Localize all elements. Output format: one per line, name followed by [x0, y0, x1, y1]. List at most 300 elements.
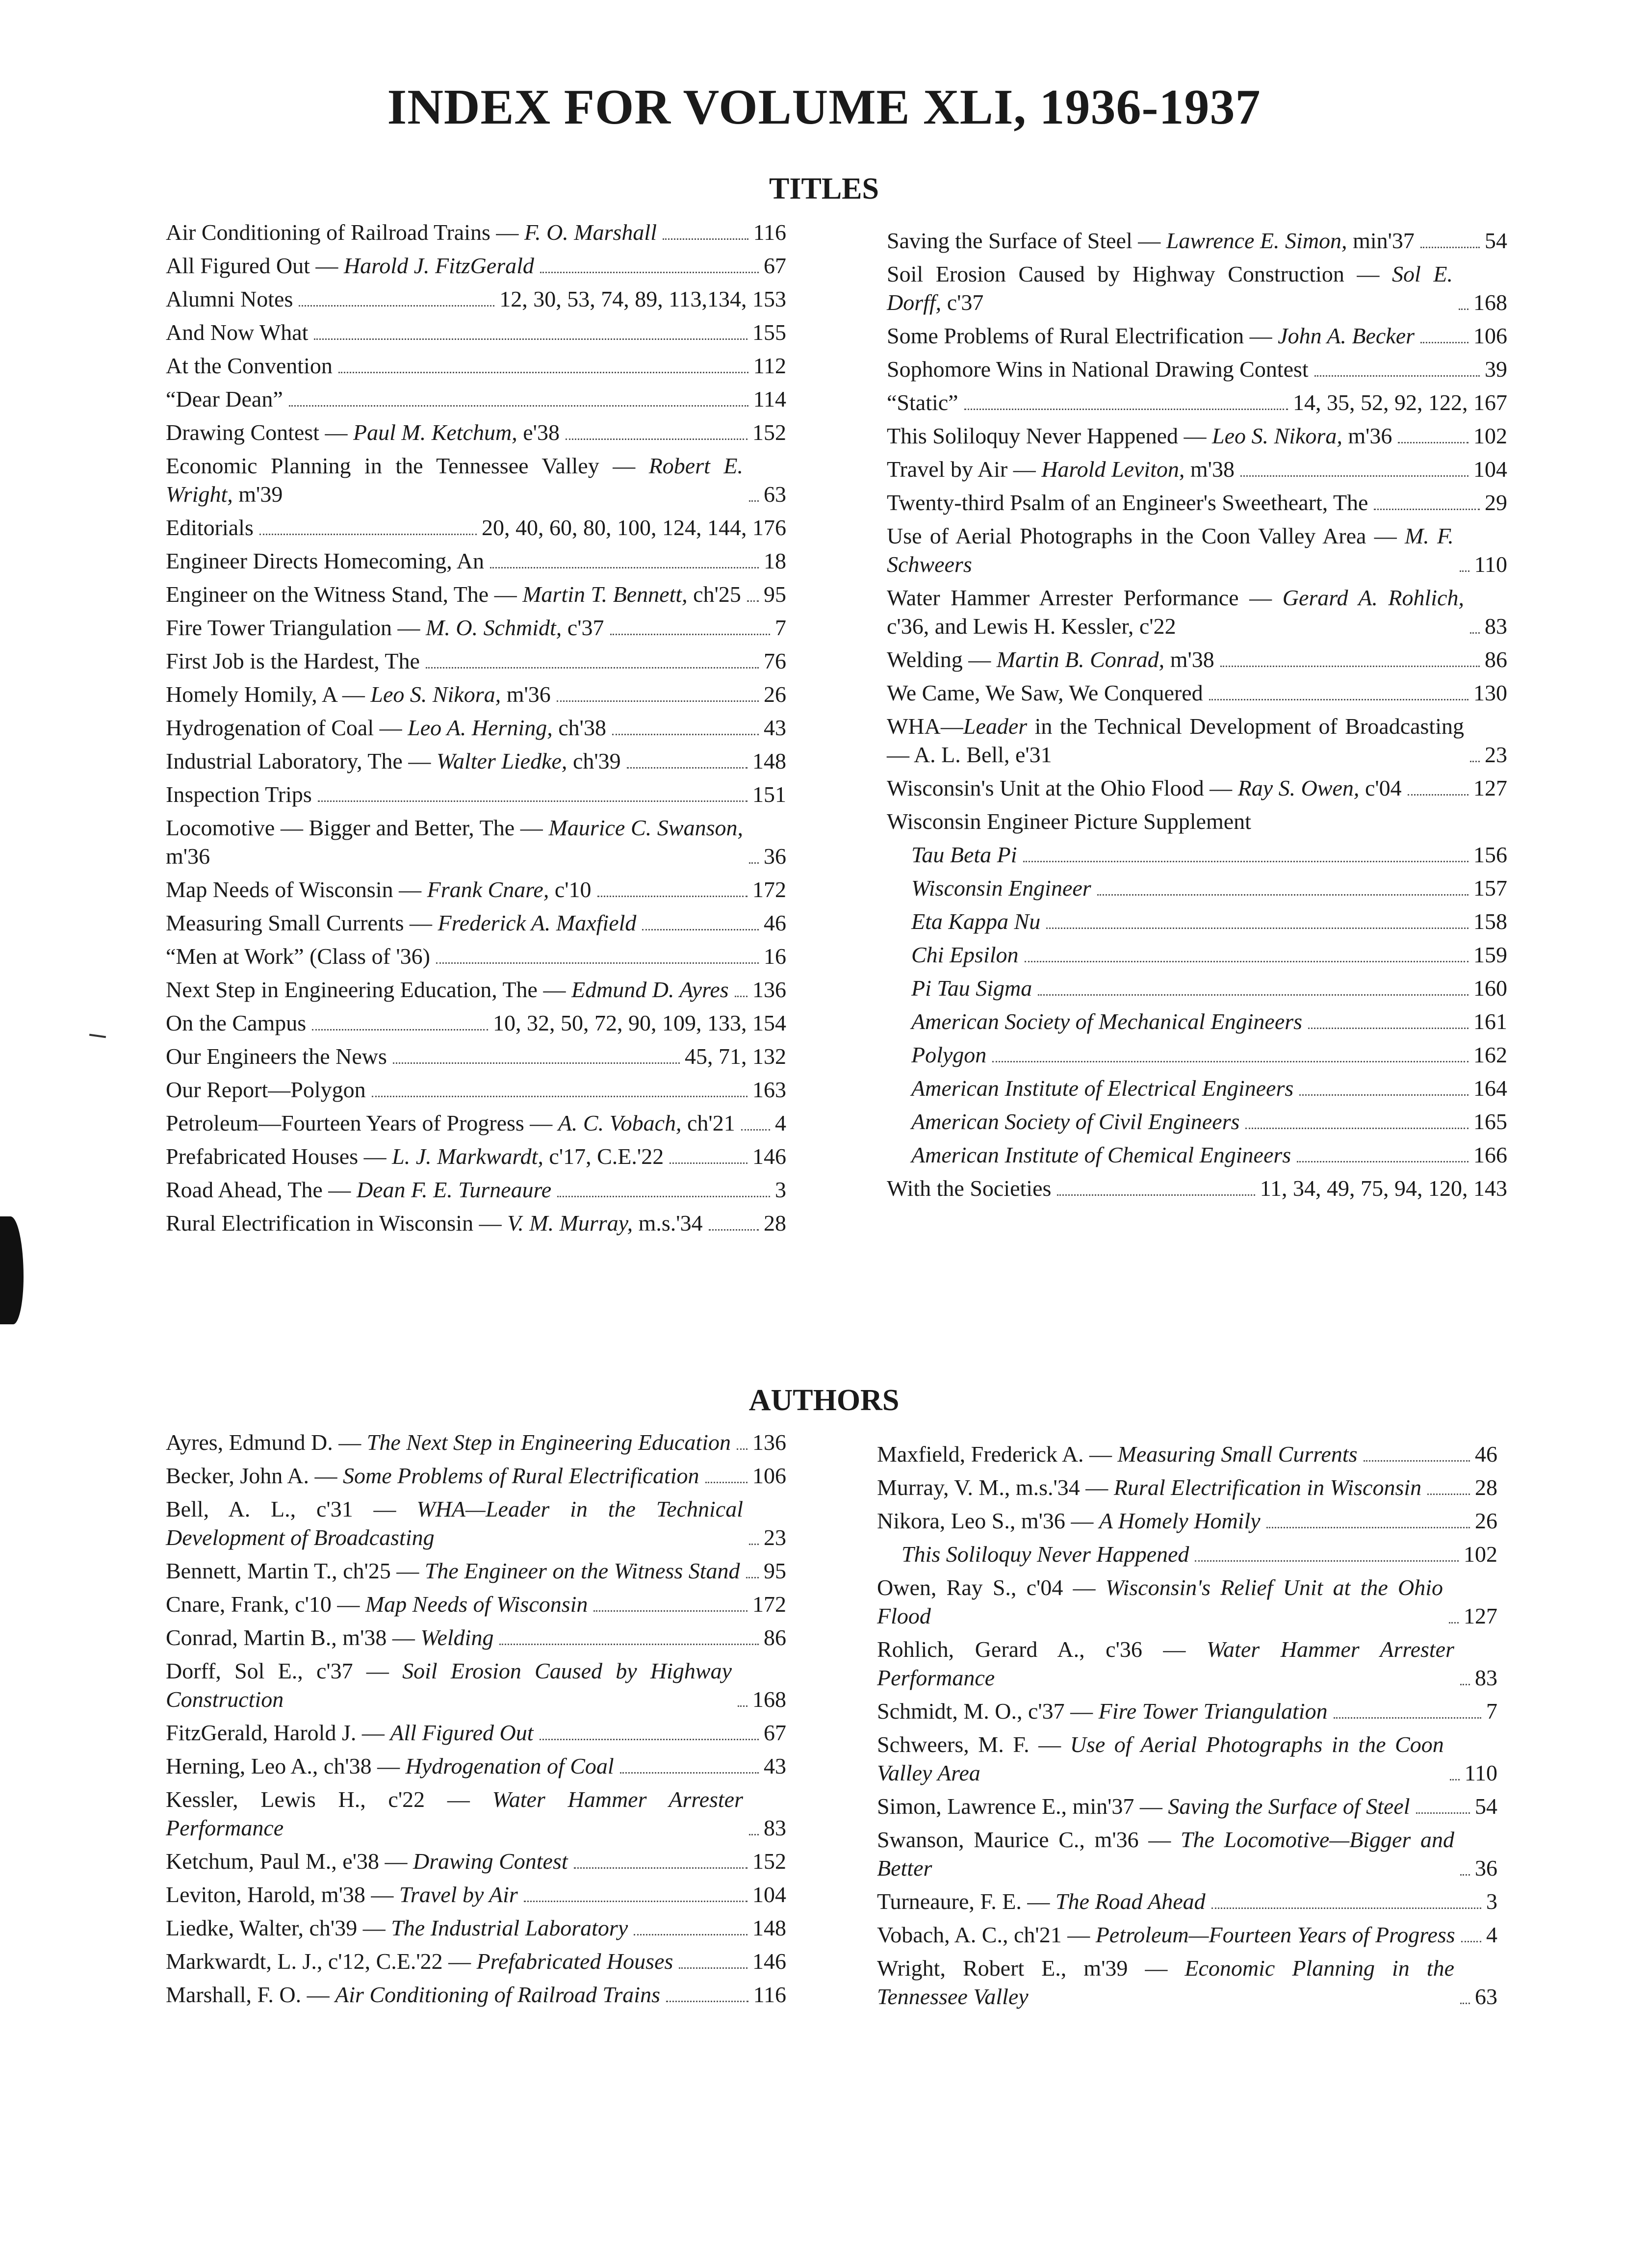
dot-leader — [1470, 761, 1480, 762]
entry-text — [887, 260, 1453, 317]
index-entry — [887, 874, 1507, 902]
entry-it: Use of Aerial Photographs in the Coon Valley Area — [877, 1732, 1444, 1785]
page-numbers: 36 — [1475, 1856, 1497, 1881]
entry-pre: Liedke, Walter, ch'39 — — [166, 1915, 391, 1940]
page-numbers: 127 — [1464, 1603, 1497, 1628]
page-numbers: 127 — [1473, 775, 1507, 800]
entry-pre: Industrial Laboratory, The — — [166, 748, 437, 773]
entry-pre: Economic Planning in the Tennessee Valley — — [166, 453, 649, 478]
page-numbers: 168 — [752, 1687, 786, 1712]
entry-pre: Bell, A. L., c'31 — — [166, 1496, 417, 1521]
dot-leader — [746, 1577, 759, 1578]
page-numbers: 28 — [764, 1211, 786, 1236]
dot-leader — [1057, 1194, 1255, 1196]
page-numbers: 157 — [1473, 876, 1507, 901]
dot-leader — [436, 962, 759, 964]
index-entry — [166, 547, 786, 575]
entry-it: Ray S. Owen, — [1237, 775, 1360, 800]
page-numbers: 130 — [1473, 680, 1507, 705]
page-numbers: 146 — [752, 1144, 786, 1169]
entry-text — [166, 218, 657, 247]
page-numbers: 10, 32, 50, 72, 90, 109, 133, 154 — [493, 1010, 786, 1035]
dot-leader — [1460, 1874, 1470, 1876]
entry-it: Frank Cnare, — [427, 877, 549, 902]
index-entry — [887, 1108, 1507, 1136]
entry-post: ch'21 — [681, 1110, 735, 1135]
dot-leader — [312, 1029, 488, 1031]
entry-pre: Dorff, Sol E., c'37 — — [166, 1658, 403, 1683]
dot-leader — [1334, 1717, 1481, 1719]
entry-text — [166, 1495, 743, 1552]
dot-leader — [1449, 1622, 1459, 1624]
entry-it: Wisconsin's Relief Unit at the Ohio Flood — [877, 1575, 1443, 1628]
titles-right-column — [887, 227, 1507, 1208]
entry-it: Chi Epsilon — [911, 942, 1019, 967]
index-entry — [166, 942, 786, 971]
entry-pre: Travel by Air — — [887, 457, 1042, 482]
dot-leader — [1459, 309, 1468, 310]
entry-it: The Industrial Laboratory — [391, 1915, 628, 1940]
entry-text — [877, 1473, 1421, 1502]
dot-leader — [499, 1644, 759, 1645]
index-entry — [877, 1540, 1497, 1569]
entry-text — [166, 747, 621, 775]
page-numbers: 43 — [764, 1753, 786, 1778]
page-numbers: 29 — [1485, 490, 1507, 515]
entry-it: American Institute of Chemical Engineers — [911, 1142, 1291, 1167]
entry-text — [166, 452, 743, 509]
entry-it: Water Hammer Arrester Performance — [166, 1787, 743, 1840]
entry-it: Leo S. Nikora, — [370, 682, 501, 707]
entry-pre: Petroleum—Fourteen Years of Progress — — [166, 1110, 558, 1135]
titles-left-column — [166, 218, 786, 1242]
entry-pre: Schweers, M. F. — — [877, 1732, 1070, 1757]
entry-it: Harold Leviton, — [1041, 457, 1185, 482]
index-entry — [166, 680, 786, 709]
entry-text — [887, 1074, 1293, 1103]
index-entry — [887, 907, 1507, 936]
entry-it: Edmund D. Ayres — [571, 977, 729, 1002]
page-numbers: 7 — [775, 615, 786, 640]
entry-pre: Rohlich, Gerard A., c'36 — — [877, 1637, 1207, 1662]
dot-leader — [259, 534, 477, 535]
entry-pre: Sophomore Wins in National Drawing Contest — [887, 357, 1309, 382]
dot-leader — [393, 1062, 680, 1064]
entry-it: American Society of Mechanical Engineers — [911, 1009, 1303, 1034]
page-numbers: 46 — [764, 910, 786, 935]
page-numbers: 104 — [1473, 457, 1507, 482]
entry-text — [166, 252, 534, 280]
entry-text — [887, 1041, 986, 1069]
dot-leader — [705, 1482, 747, 1483]
entry-text — [887, 1141, 1291, 1169]
entry-pre: With the Societies — [887, 1176, 1052, 1201]
entry-text — [166, 1785, 743, 1842]
index-entry — [887, 584, 1507, 641]
index-entry — [166, 1209, 786, 1237]
entry-text — [887, 974, 1032, 1003]
page-numbers: 148 — [752, 1915, 786, 1940]
entry-pre: At the Convention — [166, 353, 333, 378]
page-numbers: 112 — [753, 353, 786, 378]
dot-leader — [1211, 1907, 1481, 1909]
entry-pre: Some Problems of Rural Electrification — — [887, 323, 1278, 348]
titles-heading: TITLES — [769, 172, 879, 206]
entry-pre: Murray, V. M., m.s.'34 — — [877, 1475, 1114, 1500]
entry-pre: “Dear Dean” — [166, 387, 283, 412]
entry-it: M. O. Schmidt, — [426, 615, 562, 640]
page-numbers: 152 — [752, 420, 786, 445]
entry-pre: Water Hammer Arrester Performance — — [887, 585, 1283, 610]
page-numbers: 23 — [764, 1525, 786, 1550]
page-numbers: 136 — [752, 977, 786, 1002]
page-numbers: 158 — [1473, 909, 1507, 934]
entry-post: m.s.'34 — [633, 1211, 703, 1236]
index-entry — [887, 1141, 1507, 1169]
entry-text — [166, 1109, 735, 1137]
entry-it: The Engineer on the Witness Stand — [424, 1558, 740, 1583]
entry-pre: Bennett, Martin T., ch'25 — — [166, 1558, 425, 1583]
entry-text — [166, 352, 333, 380]
entry-text — [166, 1590, 588, 1619]
index-entry — [166, 285, 786, 313]
entry-pre: Nikora, Leo S., m'36 — — [877, 1508, 1099, 1533]
page-numbers: 148 — [752, 748, 786, 773]
entry-text — [877, 1635, 1454, 1692]
page-numbers: 26 — [764, 682, 786, 707]
entry-it: Pi Tau Sigma — [911, 976, 1032, 1001]
entry-text — [166, 1557, 740, 1585]
page-numbers: 7 — [1486, 1699, 1497, 1724]
dot-leader — [737, 1448, 747, 1450]
index-entry — [166, 252, 786, 280]
dot-leader — [1374, 509, 1480, 510]
index-entry — [166, 647, 786, 675]
entry-text — [166, 580, 741, 609]
entry-pre: Swanson, Maurice C., m'36 — — [877, 1827, 1181, 1852]
entry-it: Sol E. Dorff, — [887, 261, 1453, 315]
index-entry — [166, 418, 786, 447]
entry-it: Dean F. E. Turneaure — [356, 1177, 552, 1202]
dot-leader — [289, 405, 748, 407]
entry-text — [887, 712, 1464, 769]
entry-it: Polygon — [911, 1042, 987, 1067]
page-numbers: 160 — [1473, 976, 1507, 1001]
dot-leader — [1460, 2003, 1470, 2004]
index-entry — [887, 841, 1507, 869]
entry-it: L. J. Markwardt, — [392, 1144, 543, 1169]
dot-leader — [670, 1162, 747, 1164]
entry-it: John A. Becker — [1278, 323, 1415, 348]
index-entry — [166, 909, 786, 937]
dot-leader — [1461, 1941, 1481, 1942]
page-title: INDEX FOR VOLUME XLI, 1936-1937 — [387, 79, 1261, 135]
entry-pre: Ayres, Edmund D. — — [166, 1430, 367, 1455]
entry-it: Measuring Small Currents — [1117, 1442, 1358, 1467]
entry-it: The Next Step in Engineering Education — [366, 1430, 731, 1455]
page-numbers: 12, 30, 53, 74, 89, 113,134, 153 — [499, 286, 786, 311]
index-entry — [887, 807, 1507, 836]
index-entry — [877, 1697, 1497, 1726]
entry-it: A Homely Homily — [1099, 1508, 1261, 1533]
index-entry — [887, 522, 1507, 579]
dot-leader — [1427, 1494, 1470, 1495]
entry-pre: Conrad, Martin B., m'38 — — [166, 1625, 421, 1650]
entry-text — [887, 355, 1309, 384]
index-entry — [166, 1881, 786, 1909]
dot-leader — [620, 1772, 759, 1774]
entry-it: Robert E. Wright, — [166, 453, 743, 507]
entry-text — [166, 318, 308, 347]
entry-it: Water Hammer Arrester Performance — [877, 1637, 1454, 1690]
dot-leader — [540, 1739, 759, 1740]
dot-leader — [426, 667, 759, 669]
entry-pre: Wisconsin's Unit at the Ohio Flood — — [887, 775, 1238, 800]
index-entry — [877, 1635, 1497, 1692]
entry-text — [887, 322, 1415, 350]
entry-text — [166, 1462, 699, 1490]
authors-right-column — [877, 1440, 1497, 2016]
dot-leader — [738, 1705, 747, 1707]
dot-leader — [1470, 632, 1480, 634]
entry-text — [877, 1507, 1261, 1535]
entry-pre: Rural Electrification in Wisconsin — — [166, 1211, 508, 1236]
entry-it: This Soliloquy Never Happened — [901, 1542, 1189, 1567]
dot-leader — [749, 1834, 759, 1835]
index-entry — [887, 355, 1507, 384]
index-entry — [166, 1109, 786, 1137]
page-numbers: 14, 35, 52, 92, 122, 167 — [1293, 390, 1507, 415]
index-entry — [166, 1719, 786, 1747]
index-entry — [166, 714, 786, 742]
entry-pre: Ketchum, Paul M., e'38 — — [166, 1849, 413, 1874]
dot-leader — [1023, 861, 1468, 862]
dot-leader — [1450, 1779, 1460, 1780]
index-entry — [166, 1428, 786, 1457]
entry-text — [887, 807, 1251, 836]
index-entry — [887, 974, 1507, 1003]
index-entry — [166, 514, 786, 542]
entry-text — [877, 1921, 1455, 1949]
entry-text — [166, 1428, 731, 1457]
index-entry — [166, 1042, 786, 1071]
entry-it: Leo A. Herning, — [408, 715, 553, 740]
page-numbers: 16 — [764, 944, 786, 969]
index-entry — [166, 1947, 786, 1976]
entry-text — [166, 909, 636, 937]
entry-it: Gerard A. Rohlich, — [1282, 585, 1464, 610]
entry-text — [166, 1981, 660, 2009]
entry-it: Rural Electrification in Wisconsin — [1113, 1475, 1422, 1500]
entry-post: c'10 — [549, 877, 592, 902]
entry-it: Lawrence E. Simon, — [1166, 228, 1347, 253]
page-numbers: 39 — [1485, 357, 1507, 382]
dot-leader — [741, 1129, 770, 1131]
dot-leader — [1297, 1161, 1468, 1162]
index-entry — [887, 712, 1507, 769]
index-entry — [887, 679, 1507, 707]
index-entry — [887, 489, 1507, 517]
page-numbers: 165 — [1473, 1109, 1507, 1134]
page-numbers: 45, 71, 132 — [685, 1044, 786, 1069]
entry-pre: Homely Homily, A — — [166, 682, 371, 707]
entry-it: American Institute of Electrical Engineers — [911, 1076, 1294, 1101]
index-entry — [887, 388, 1507, 417]
entry-text — [887, 874, 1091, 902]
dot-leader — [1025, 961, 1468, 962]
entry-text — [887, 645, 1214, 674]
page-numbers: 3 — [1486, 1889, 1497, 1914]
page-numbers: 26 — [1475, 1508, 1497, 1533]
page-numbers: 106 — [1473, 323, 1507, 348]
dot-leader — [1299, 1094, 1468, 1096]
dot-leader — [1308, 1028, 1468, 1029]
entry-text — [166, 1752, 614, 1780]
index-entry — [166, 780, 786, 809]
page-numbers: 86 — [764, 1625, 786, 1650]
page-numbers: 102 — [1464, 1542, 1497, 1567]
dot-leader — [1460, 570, 1469, 572]
margin-mark — [89, 1034, 106, 1038]
entry-pre: Engineer Directs Homecoming, An — [166, 548, 484, 573]
page-numbers: 46 — [1475, 1442, 1497, 1467]
entry-it: The Road Ahead — [1055, 1889, 1206, 1914]
entry-post: m'38 — [1164, 647, 1214, 672]
entry-it: Wisconsin Engineer — [911, 876, 1091, 901]
entry-pre: Editorials — [166, 515, 254, 540]
index-entry — [877, 1792, 1497, 1821]
entry-text — [166, 714, 606, 742]
index-entry — [877, 1954, 1497, 2011]
index-entry — [166, 1785, 786, 1842]
index-entry — [166, 1557, 786, 1585]
dot-leader — [735, 996, 747, 997]
entry-pre: Saving the Surface of Steel — — [887, 228, 1166, 253]
page-numbers: 110 — [1464, 1760, 1497, 1785]
dot-leader — [318, 800, 747, 802]
dot-leader — [593, 1610, 747, 1612]
dot-leader — [1314, 375, 1480, 377]
entry-pre: Prefabricated Houses — — [166, 1144, 392, 1169]
entry-post: m'39 — [232, 482, 283, 507]
entry-pre: Welding — — [887, 647, 997, 672]
dot-leader — [540, 272, 759, 273]
entry-pre: Map Needs of Wisconsin — — [166, 877, 427, 902]
page-numbers: 36 — [764, 844, 786, 869]
entry-text — [877, 1440, 1358, 1469]
entry-text — [166, 1914, 628, 1942]
index-entry — [887, 645, 1507, 674]
index-entry — [166, 218, 786, 247]
index-entry — [166, 1981, 786, 2009]
entry-it: American Society of Civil Engineers — [911, 1109, 1240, 1134]
entry-pre: Drawing Contest — — [166, 420, 354, 445]
entry-post: c'37 — [941, 290, 984, 315]
page-numbers: 23 — [1485, 742, 1507, 767]
page-edge-shadow — [0, 1216, 24, 1324]
entry-text — [166, 876, 592, 904]
entry-text — [166, 1209, 703, 1237]
entry-pre: Use of Aerial Photographs in the Coon Valley Area — — [887, 523, 1405, 548]
entry-it: Paul M. Ketchum, — [353, 420, 517, 445]
entry-post: m'36 — [1342, 423, 1392, 448]
entry-it: V. M. Murray, — [507, 1211, 633, 1236]
page-numbers: 4 — [775, 1110, 786, 1135]
entry-pre: Kessler, Lewis H., c'22 — — [166, 1787, 492, 1812]
entry-text — [887, 422, 1392, 450]
dot-leader — [490, 567, 759, 568]
entry-pre: And Now What — [166, 320, 309, 345]
entry-text — [887, 1007, 1302, 1036]
entry-it: Hydrogenation of Coal — [405, 1753, 614, 1778]
entry-pre: Next Step in Engineering Education, The — — [166, 977, 571, 1002]
authors-heading: AUTHORS — [748, 1384, 900, 1417]
page-numbers: 155 — [752, 320, 786, 345]
entry-pre: We Came, We Saw, We Conquered — [887, 680, 1203, 705]
entry-text — [887, 455, 1235, 484]
dot-leader — [299, 305, 494, 307]
entry-pre: Simon, Lawrence E., min'37 — — [877, 1794, 1168, 1819]
dot-leader — [1408, 794, 1468, 796]
entry-pre: Alumni Notes — [166, 286, 293, 311]
index-entry — [887, 1174, 1507, 1203]
entry-text — [887, 584, 1464, 641]
dot-leader — [1364, 1460, 1470, 1462]
entry-text — [887, 522, 1454, 579]
dot-leader — [634, 1934, 747, 1935]
entry-it: WHA—Leader in the Technical Development of Broadcasting — [166, 1496, 743, 1550]
page-numbers: 3 — [775, 1177, 786, 1202]
page-numbers: 18 — [764, 548, 786, 573]
dot-leader — [1460, 1684, 1470, 1685]
entry-it: Tau Beta Pi — [911, 842, 1017, 867]
dot-leader — [1220, 666, 1480, 667]
entry-text — [166, 547, 484, 575]
entry-text — [887, 941, 1019, 969]
index-entry — [166, 1847, 786, 1876]
entry-pre: Air Conditioning of Railroad Trains — — [166, 220, 524, 245]
page-numbers: 151 — [752, 782, 786, 807]
dot-leader — [749, 500, 759, 502]
entry-it: Martin B. Conrad, — [996, 647, 1165, 672]
entry-pre: Cnare, Frank, c'10 — — [166, 1592, 365, 1617]
index-entry — [166, 1657, 786, 1714]
index-entry — [887, 941, 1507, 969]
entry-pre: On the Campus — [166, 1010, 307, 1035]
dot-leader — [992, 1061, 1468, 1062]
page-numbers: 104 — [752, 1882, 786, 1907]
page-numbers: 156 — [1473, 842, 1507, 867]
dot-leader — [338, 372, 748, 373]
index-entry — [887, 422, 1507, 450]
index-entry — [877, 1730, 1497, 1787]
entry-text — [166, 814, 743, 871]
entry-text — [887, 227, 1415, 255]
dot-leader — [557, 1196, 770, 1197]
page-numbers: 159 — [1473, 942, 1507, 967]
page-numbers: 116 — [753, 1982, 786, 2007]
entry-post: m'36 — [501, 682, 551, 707]
index-entry — [887, 227, 1507, 255]
entry-it: Frederick A. Maxfield — [438, 910, 637, 935]
dot-leader — [1240, 475, 1468, 477]
entry-pre: Turneaure, F. E. — — [877, 1889, 1056, 1914]
entry-pre: WHA— — [887, 714, 963, 739]
page-numbers: 136 — [752, 1430, 786, 1455]
entry-it: Some Problems of Rural Electrification — [343, 1463, 699, 1488]
index-entry — [887, 1041, 1507, 1069]
dot-leader — [1245, 1128, 1468, 1129]
